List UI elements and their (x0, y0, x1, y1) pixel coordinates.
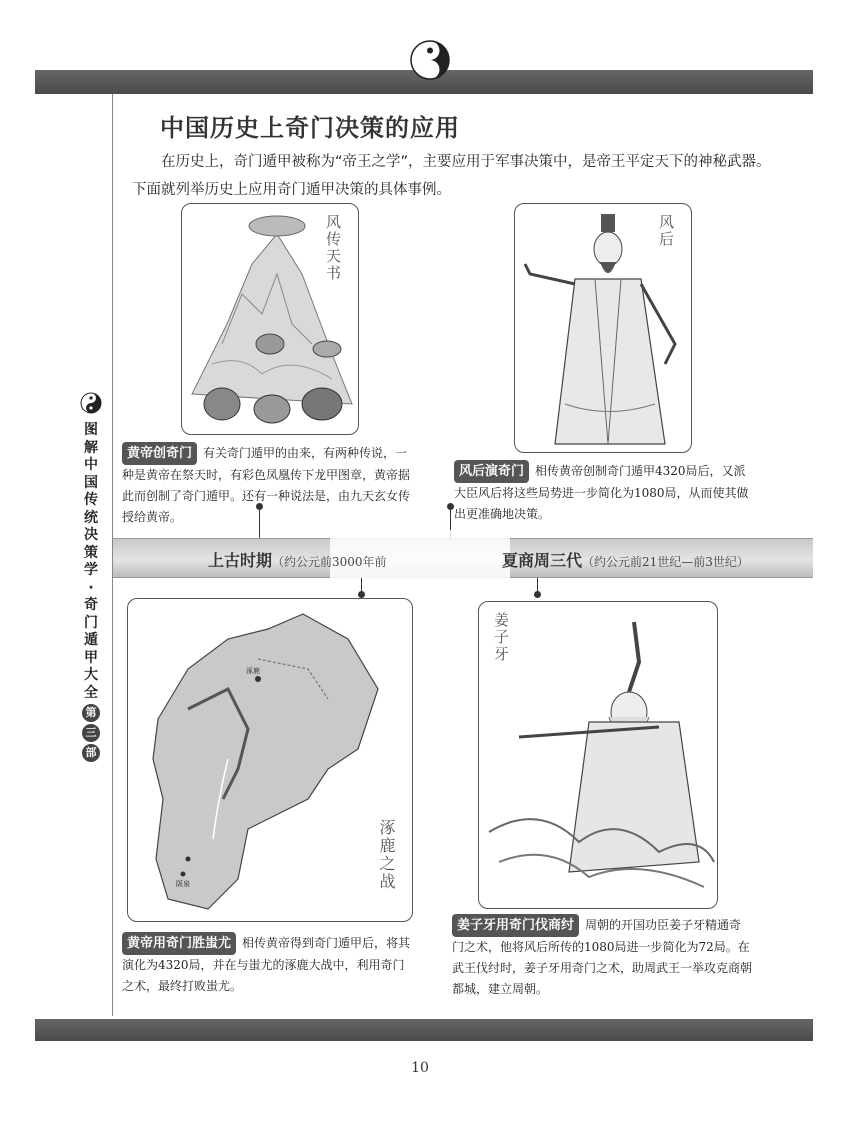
era-name: 上古时期 (208, 551, 273, 570)
entry-tag: 黄帝用奇门胜蚩尤 (122, 932, 236, 955)
timeline-connector (259, 507, 260, 538)
part-label (78, 704, 104, 762)
illustration-jiang-ziya (478, 601, 718, 909)
side-navigation (78, 392, 104, 764)
timeline-dot (358, 591, 365, 598)
entry-tag: 姜子牙用奇门伐商纣 (452, 914, 579, 937)
entry-text: 有关奇门遁甲的由来，有两种传说，一种是黄帝在祭天时，有彩色凤凰传下龙甲图章，黄帝据此而创制了奇门遁甲。还有一种说法是，由九天玄女传授给黄帝。 (122, 446, 411, 524)
battle-map-image (128, 599, 413, 922)
part-label-char: 三 (82, 724, 100, 742)
map-label: 涿鹿 (246, 667, 260, 675)
era-date-range: （约公元前21世纪—前3世纪） (582, 555, 749, 569)
era-xia-shang-zhou (502, 548, 749, 571)
entry-text: 相传黄帝创制奇门遁甲4320局后，又派大臣风后将这些局势进一步简化为1080局，从而使其做出更准确地决策。 (454, 464, 749, 521)
bottom-footer-band (35, 1019, 813, 1041)
page-title: 中国历史上奇门决策的应用 (160, 114, 460, 142)
illustration-heavenly-book (181, 203, 359, 435)
timeline-dot (534, 591, 541, 598)
era-name: 夏商周三代 (502, 551, 583, 570)
illustration-caption: 姜子牙 (492, 612, 510, 663)
intro-paragraph: 在历史上，奇门遁甲被称为“帝王之学”，主要应用于军事决策中，是帝王平定天下的神秘武器。下面就列举历史上应用奇门遁甲决策的具体事例。 (132, 154, 771, 198)
era-date-range: （约公元前3000年前 (272, 555, 387, 569)
era-ancient (208, 548, 387, 571)
entry-text: 周朝的开国功臣姜子牙精通奇门之术，他将风后所传的1080局进一步简化为72局。在武王伐纣时，姜子牙用奇门之术，助周武王一举攻克商朝都城，建立周朝。 (452, 918, 753, 996)
illustration-caption: 风传天书 (324, 214, 342, 282)
part-label-char: 第 (82, 704, 100, 722)
entry-huangdi-defeats-chiyou (122, 932, 414, 997)
entry-huangdi-creates (122, 442, 410, 528)
yin-yang-icon (80, 392, 102, 414)
illustration-caption: 风后 (657, 214, 675, 248)
entry-tag: 风后演奇门 (454, 460, 529, 483)
entry-text: 相传黄帝得到奇门遁甲后，将其演化为4320局，并在与蚩尤的涿鹿大战中，利用奇门之术，最终打败蚩尤。 (122, 936, 411, 993)
illustration-feng-hou (514, 203, 692, 453)
map-label: 阪泉 (176, 880, 190, 888)
yin-yang-icon (410, 40, 450, 80)
jiang-ziya-figure-image (479, 602, 718, 909)
illustration-caption: 涿鹿之战 (377, 819, 396, 891)
illustration-zhuolu-map (127, 598, 413, 922)
entry-fenghou-refines (454, 460, 754, 525)
entry-tag: 黄帝创奇门 (122, 442, 197, 465)
page-number: 10 (411, 1060, 429, 1076)
part-label-char: 部 (82, 744, 100, 762)
book-series-title: 图解中国传统决策学·奇门遁甲大全 (84, 422, 98, 701)
entry-jiangziya-attacks-shang (452, 914, 752, 1000)
